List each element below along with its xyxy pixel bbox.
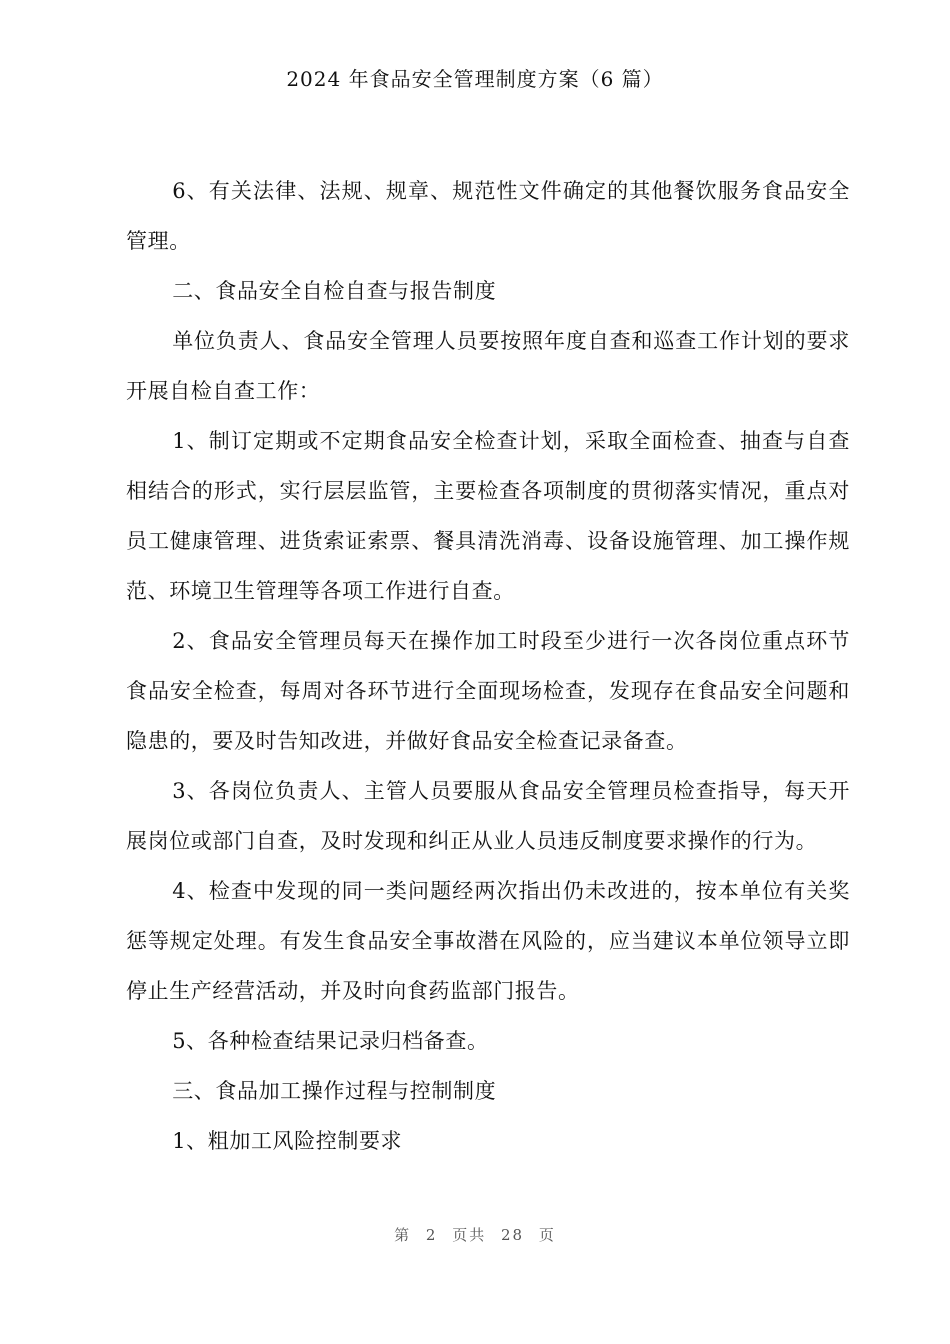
document-title: 2024 年食品安全管理制度方案（6 篇） (286, 67, 664, 91)
document-body (126, 166, 850, 1166)
paragraph: 1、制订定期或不定期食品安全检查计划，采取全面检查、抽查与自查相结合的形式，实行层层监管，主要检查各项制度的贯彻落实情况，重点对员工健康管理、进货索证索票、餐具清洗消毒、设备设施管理、加工操作规范、环境卫生管理等各项工作进行自查。 (126, 429, 850, 603)
section-heading: 二、食品安全自检自查与报告制度 (172, 279, 497, 303)
paragraph: 5、各种检查结果记录归档备查。 (172, 1029, 489, 1053)
paragraph: 2、食品安全管理员每天在操作加工时段至少进行一次各岗位重点环节食品安全检查，每周对各环节进行全面现场检查，发现存在食品安全问题和隐患的，要及时告知改进，并做好食品安全检查记录备查。 (126, 629, 850, 753)
page-footer: 第 2 页共 28 页 (394, 1226, 556, 1244)
section-heading: 三、食品加工操作过程与控制制度 (172, 1079, 497, 1103)
paragraph: 4、检查中发现的同一类问题经两次指出仍未改进的，按本单位有关奖惩等规定处理。有发生食品安全事故潜在风险的，应当建议本单位领导立即停止生产经营活动，并及时向食药监部门报告。 (126, 879, 850, 1003)
paragraph: 6、有关法律、法规、规章、规范性文件确定的其他餐饮服务食品安全管理。 (126, 179, 850, 253)
paragraph: 1、粗加工风险控制要求 (172, 1129, 403, 1153)
paragraph: 单位负责人、食品安全管理人员要按照年度自查和巡查工作计划的要求开展自检自查工作： (126, 329, 850, 403)
paragraph: 3、各岗位负责人、主管人员要服从食品安全管理员检查指导，每天开展岗位或部门自查，及时发现和纠正从业人员违反制度要求操作的行为。 (126, 779, 850, 853)
